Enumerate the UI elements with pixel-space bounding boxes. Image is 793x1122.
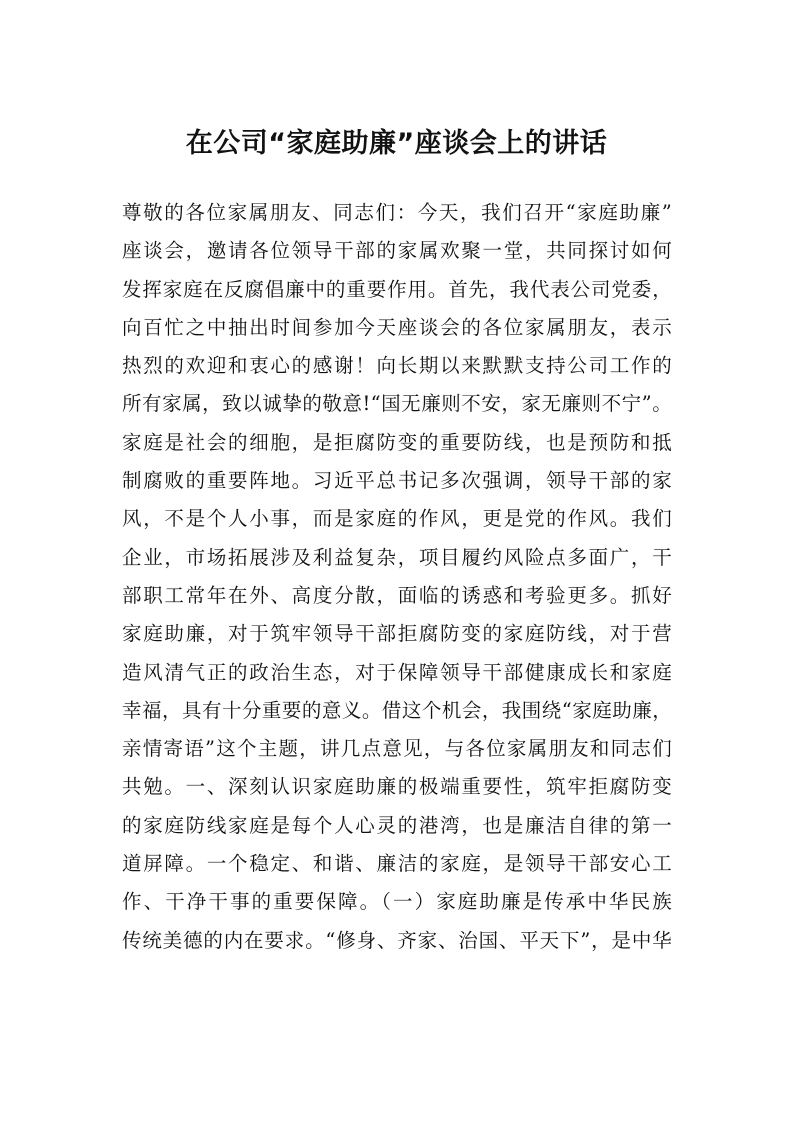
body-line: 家庭是社会的细胞，是拒腐防变的重要防线，也是预防和抵	[122, 430, 672, 454]
body-line: 部职工常年在外、高度分散，面临的诱惑和考验更多。抓好	[122, 583, 672, 607]
body-line: 发挥家庭在反腐倡廉中的重要作用。首先，我代表公司党委，	[122, 277, 672, 301]
body-line: 亲情寄语”这个主题，讲几点意见，与各位家属朋友和同志们	[122, 737, 672, 761]
body-line: 传统美德的内在要求。“修身、齐家、治国、平天下”，是中华	[122, 928, 672, 952]
body-line: 家庭助廉，对于筑牢领导干部拒腐防变的家庭防线，对于营	[122, 622, 672, 646]
body-line: 的家庭防线家庭是每个人心灵的港湾，也是廉洁自律的第一	[122, 813, 672, 837]
body-line: 座谈会，邀请各位领导干部的家属欢聚一堂，共同探讨如何	[122, 239, 672, 263]
body-line: 尊敬的各位家属朋友、同志们：今天，我们召开“家庭助廉”	[122, 201, 672, 224]
body-line: 所有家属，致以诚挚的敬意!“国无廉则不安，家无廉则不宁”。	[122, 392, 672, 416]
body-line: 制腐败的重要阵地。习近平总书记多次强调，领导干部的家	[122, 469, 672, 493]
body-line: 幸福，具有十分重要的意义。借这个机会，我围绕“家庭助廉，	[122, 698, 672, 722]
document-title: 在公司“家庭助廉”座谈会上的讲话	[185, 128, 608, 159]
body-line: 道屏障。一个稳定、和谐、廉洁的家庭，是领导干部安心工	[122, 852, 672, 876]
body-line: 风，不是个人小事，而是家庭的作风，更是党的作风。我们	[122, 507, 672, 531]
body-line: 作、干净干事的重要保障。（一）家庭助廉是传承中华民族	[122, 890, 672, 914]
body-line: 热烈的欢迎和衷心的感谢！向长期以来默默支持公司工作的	[122, 354, 672, 378]
body-line: 企业，市场拓展涉及利益复杂，项目履约风险点多面广，干	[122, 545, 672, 569]
document-body	[122, 194, 672, 960]
body-line: 向百忙之中抽出时间参加今天座谈会的各位家属朋友，表示	[122, 315, 672, 339]
body-line: 造风清气正的政治生态，对于保障领导干部健康成长和家庭	[122, 660, 672, 684]
body-line: 共勉。一、深刻认识家庭助廉的极端重要性，筑牢拒腐防变	[122, 775, 672, 799]
